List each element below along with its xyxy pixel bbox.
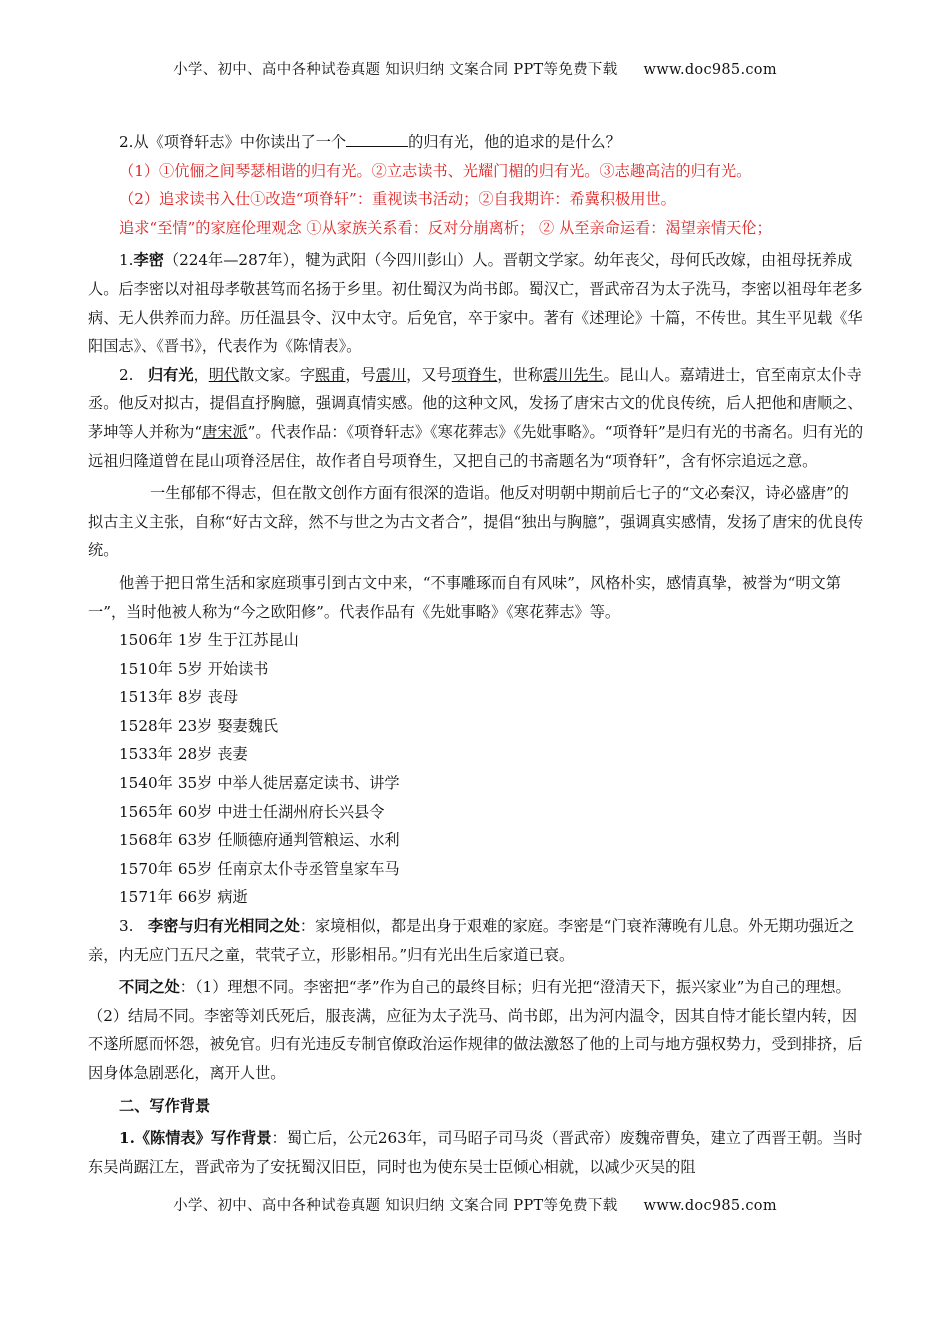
text-run: ，又号 [406, 365, 452, 384]
timeline-year: 1506年 [119, 631, 173, 650]
timeline-event: 生于江苏昆山 [207, 631, 299, 650]
timeline-event: 中举人徙居嘉定读书、讲学 [217, 774, 400, 793]
timeline-item [88, 855, 864, 884]
timeline-event: 丧妻 [217, 745, 248, 764]
answer-3: 追求“至情”的家庭伦理观念 ①从家族关系看：反对分崩离析； ② 从至亲命运看：渴望亲情天伦； [119, 218, 772, 237]
timeline-item [88, 826, 864, 855]
timeline-age: 5岁 [177, 659, 203, 678]
timeline-item [88, 883, 864, 912]
text-run: ，号 [345, 365, 376, 384]
similarity-text: ：家境相似，都是出身于艰难的家庭。李密是“门衰祚薄晚有儿息。外无期功强近之亲，内无应门五尺之童，茕茕孑立，形影相吊。”归有光出生后家道已衰。 [88, 917, 855, 964]
timeline-age: 66岁 [177, 888, 213, 907]
timeline-year: 1510年 [119, 659, 173, 678]
timeline-age: 35岁 [177, 774, 213, 793]
timeline-year: 1571年 [119, 888, 173, 907]
page-footer [0, 1194, 950, 1215]
footer-text: 小学、初中、高中各种试卷真题 知识归纳 文案合同 PPT等免费下载 [173, 1198, 618, 1214]
timeline-item [88, 683, 864, 712]
timeline-year: 1513年 [119, 688, 173, 707]
background-label: 1.《陈情表》写作背景 [119, 1129, 272, 1148]
bio-text: （224年—287年），犍为武阳（今四川彭山）人。晋朝文学家。幼年丧父，母何氏改嫁，由祖母抚养成人。后李密以对祖母孝敬甚笃而名扬于乡里。初仕蜀汉为尚书郎。蜀汉亡，晋武帝召为太子洗马，李密以祖母年老多病、无人供养而力辞。历任温县令、汉中太守。后免官，卒于家中。著有《述理论》十篇，不传世。其生平见载《华阳国志》、《晋书》，代表作为《陈情表》。 [88, 251, 863, 356]
timeline-item [88, 655, 864, 684]
document-body [88, 128, 864, 1181]
timeline-event: 病逝 [217, 888, 248, 907]
item-number: 1. [119, 251, 134, 270]
timeline-year: 1540年 [119, 774, 173, 793]
question-2 [88, 128, 864, 157]
answer-2: （2）追求读书入仕①改造“项脊轩”：重视读书活动；②自我期许：希冀积极用世。 [119, 190, 676, 209]
link-zi[interactable]: 熙甫 [315, 365, 346, 384]
difference-label: 不同之处 [119, 978, 180, 997]
timeline-item [88, 769, 864, 798]
header-text: 小学、初中、高中各种试卷真题 知识归纳 文案合同 PPT等免费下载 [173, 62, 618, 78]
timeline-age: 28岁 [177, 745, 213, 764]
footer-url[interactable]: www.doc985.com [643, 1198, 777, 1214]
page-header [0, 58, 950, 79]
text-run: ， [193, 365, 209, 384]
timeline-age: 8岁 [177, 688, 203, 707]
text-run: 散文家。字 [239, 365, 316, 384]
item-number: 2. [119, 365, 134, 384]
timeline-item [88, 798, 864, 827]
timeline-age: 1岁 [177, 631, 203, 650]
section-heading: 二、写作背景 [119, 1096, 211, 1115]
person-name: 归有光 [147, 365, 194, 384]
limi-bio [88, 246, 864, 360]
timeline-age: 65岁 [177, 859, 213, 878]
timeline [88, 626, 864, 912]
person-name: 李密 [133, 251, 164, 270]
paragraph-style: 一生郁郁不得志，但在散文创作方面有很深的造诣。他反对明朝中期前后七子的“文必秦汉，诗必盛唐”的拟古主义主张，自称“好古文辞，然不与世之为古文者合”，提倡“独出与胸臆”，强调真实感情，发扬了唐宋的优良传统。 [88, 484, 864, 560]
link-dynasty[interactable]: 明代 [208, 365, 240, 384]
timeline-item [88, 626, 864, 655]
timeline-item [88, 740, 864, 769]
link-school[interactable]: 唐宋派 [202, 422, 248, 441]
text-run: ”。代表作品：《项脊轩志》《寒花葬志》《先妣事略》。“项脊轩”是归有光的书斋名。归有光的远祖归隆道曾在昆山项脊泾居住，故作者自号项脊生，又把自己的书斋题名为“项脊轩”，含有怀宗追远之意。 [88, 422, 864, 470]
similarity-label: 李密与归有光相同之处 [147, 917, 300, 936]
background-text: ：蜀亡后，公元263年，司马昭子司马炎（晋武帝）废魏帝曹奂，建立了西晋王朝。当时东吴尚踞江左，晋武帝为了安抚蜀汉旧臣，同时也为使东吴士臣倾心相就，以减少灭吴的阻 [88, 1129, 863, 1176]
guiyouguang-bio [88, 361, 864, 475]
timeline-event: 丧母 [207, 688, 239, 707]
text-run: ，世称 [497, 365, 543, 384]
background-paragraph [88, 1124, 864, 1181]
header-url[interactable]: www.doc985.com [643, 62, 777, 78]
text-run: 。昆山人。嘉靖进士，官至南京太仆寺丞。他反对拟古，提倡直抒胸臆，强调真情实感。他的这种文风，发扬了唐宋古文的优良传统，后人把他和唐顺之、茅坤等人并称为“ [88, 365, 863, 441]
answer-1: （1）①伉俪之间琴瑟相谐的归有光。②立志读书、光耀门楣的归有光。③志趣高洁的归有光。 [119, 161, 752, 180]
timeline-age: 63岁 [177, 831, 213, 850]
timeline-event: 娶妻魏氏 [217, 716, 279, 735]
difference-paragraph [88, 973, 864, 1087]
timeline-event: 开始读书 [207, 659, 269, 678]
question-prefix: 2.从《项脊轩志》中你读出了一个 [119, 133, 347, 151]
timeline-year: 1528年 [119, 716, 173, 735]
difference-text: ：（1）理想不同。李密把“孝”作为自己的最终目标；归有光把“澄清天下，振兴家业”为自己的理想。（2）结局不同。李密等刘氏死后，服丧满，应征为太子洗马、尚书郎，出为河内温令，因其自恃才能长望内转，因不遂所愿而怀怨，被免官。归有光违反专制官僚政治运作规律的做法激怒了他的上司与地方强权势力，受到排挤，后因身体急剧恶化，离开人世。 [88, 978, 863, 1082]
paragraph-works: 他善于把日常生活和家庭琐事引到古文中来，“不事雕琢而自有风味”，风格朴实，感情真挚，被誉为“明文第一”，当时他被人称为“今之欧阳修”。代表作品有《先妣事略》《寒花葬志》等。 [88, 573, 841, 621]
timeline-year: 1533年 [119, 745, 173, 764]
fill-blank [346, 134, 408, 147]
timeline-year: 1565年 [119, 802, 173, 821]
link-title[interactable]: 震川先生 [542, 365, 604, 384]
timeline-event: 任南京太仆寺丞管皇家车马 [217, 859, 400, 878]
timeline-item [88, 712, 864, 741]
timeline-age: 23岁 [177, 716, 213, 735]
similarity-paragraph [88, 912, 864, 969]
item-number: 3. [119, 917, 134, 936]
timeline-event: 任顺德府通判管粮运、水利 [217, 831, 400, 850]
question-suffix: 的归有光，他的追求的是什么？ [408, 133, 621, 151]
timeline-year: 1568年 [119, 831, 173, 850]
link-hao[interactable]: 震川 [375, 365, 407, 384]
timeline-year: 1570年 [119, 859, 173, 878]
timeline-age: 60岁 [177, 802, 213, 821]
link-hao2[interactable]: 项脊生 [451, 365, 498, 384]
timeline-event: 中进士任湖州府长兴县令 [217, 802, 385, 821]
